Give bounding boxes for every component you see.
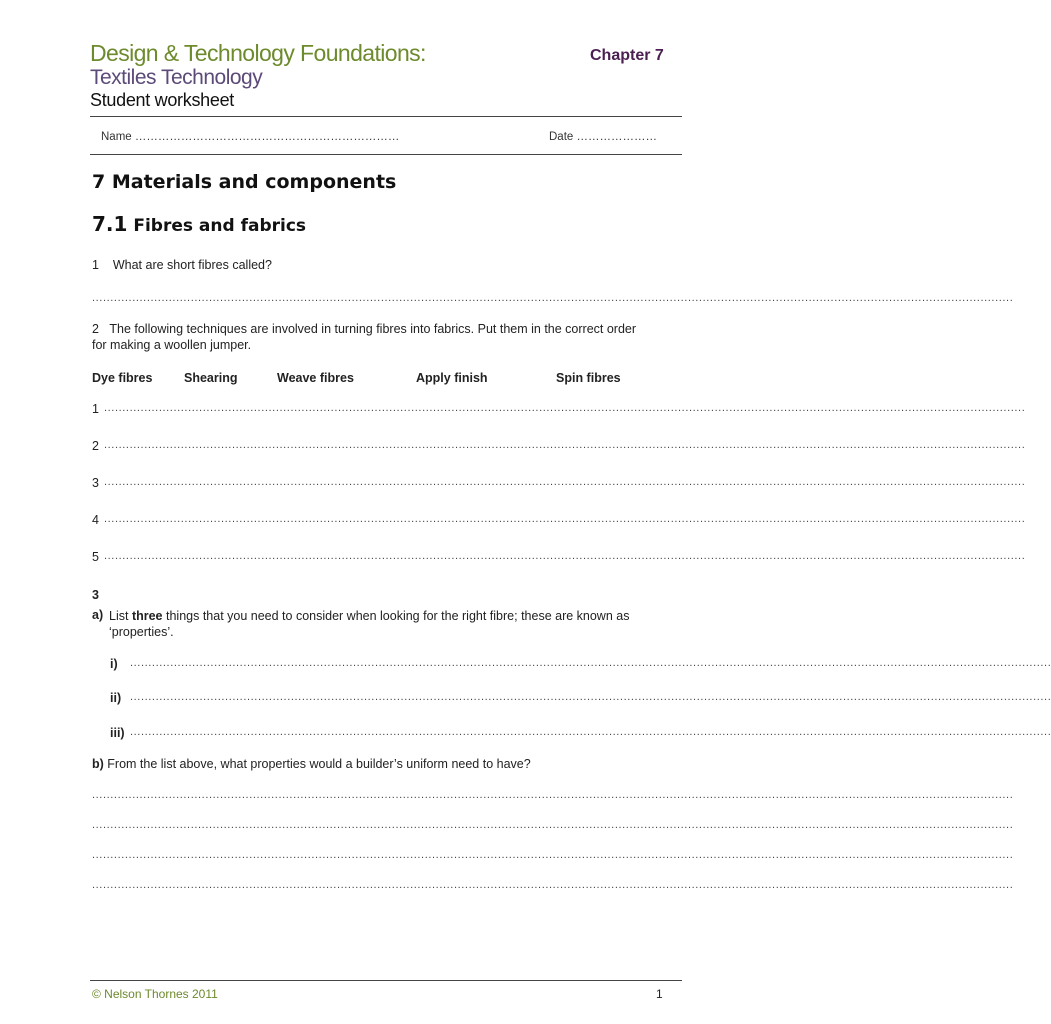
order-number-4: 4 — [92, 513, 99, 527]
order-number-3: 3 — [92, 476, 99, 490]
page-number: 1 — [656, 987, 663, 1001]
answer-line-b3[interactable]: ............................................................................................................................................................................................................................................................ — [92, 849, 1014, 861]
option-apply-finish: Apply finish — [416, 371, 488, 385]
chapter-title: 7 Materials and components — [92, 171, 397, 193]
sub-label-ii: ii) — [110, 691, 122, 705]
order-line-2[interactable]: ............................................................................................................................................................................................................................................................ — [104, 439, 1026, 451]
date-field — [549, 131, 657, 143]
section-number: 7.1 — [92, 212, 128, 236]
chapter-label: Chapter 7 — [590, 47, 664, 64]
order-line-3[interactable]: ............................................................................................................................................................................................................................................................ — [104, 476, 1026, 488]
section-name: Fibres and fabrics — [133, 216, 307, 236]
option-spin-fibres: Spin fibres — [556, 371, 621, 385]
question-3a-text: List three things that you need to consider when looking for the right fibre; these are known as ‘properties’. — [109, 609, 630, 639]
answer-line-b1[interactable]: ............................................................................................................................................................................................................................................................ — [92, 789, 1014, 801]
question-3a-label: a) — [92, 608, 104, 622]
question-3b-text: From the list above, what properties would a builder’s uniform need to have? — [107, 757, 531, 771]
question-text: The following techniques are involved in turning fibres into fabrics. Put them in the correct order for making a woollen jumper. — [92, 322, 637, 352]
question-3-number: 3 — [92, 588, 99, 602]
answer-line-iii[interactable]: ............................................................................................................................................................................................................................................................ — [130, 726, 1051, 738]
question-1 — [92, 258, 272, 272]
fields-divider — [90, 154, 682, 155]
order-number-1: 1 — [92, 402, 99, 416]
header-divider — [90, 116, 682, 117]
answer-line-b4[interactable]: ............................................................................................................................................................................................................................................................ — [92, 879, 1014, 891]
name-line[interactable]: …………………………………………………………… — [134, 131, 400, 143]
option-weave-fibres: Weave fibres — [277, 371, 354, 385]
answer-line-b2[interactable]: ............................................................................................................................................................................................................................................................ — [92, 819, 1014, 831]
brand-subtitle: Textiles Technology — [90, 66, 263, 89]
question-3b — [92, 757, 531, 771]
question-number: 1 — [92, 258, 99, 272]
question-2 — [92, 321, 652, 353]
answer-line-ii[interactable]: ............................................................................................................................................................................................................................................................ — [130, 691, 1051, 703]
copyright: © Nelson Thornes 2011 — [92, 987, 218, 1001]
sub-label-iii: iii) — [110, 726, 125, 740]
order-number-5: 5 — [92, 550, 99, 564]
question-text: What are short fibres called? — [112, 258, 272, 272]
order-line-4[interactable]: ............................................................................................................................................................................................................................................................ — [104, 513, 1026, 525]
answer-line-i[interactable]: ............................................................................................................................................................................................................................................................ — [130, 657, 1051, 669]
worksheet-label: Student worksheet — [90, 90, 234, 110]
footer-divider — [90, 980, 682, 981]
order-line-5[interactable]: ............................................................................................................................................................................................................................................................ — [104, 550, 1026, 562]
section-title — [92, 212, 306, 236]
name-field — [101, 131, 399, 143]
brand-title: Design & Technology Foundations: — [90, 40, 426, 66]
date-line[interactable]: ………………… — [576, 131, 657, 143]
answer-line[interactable]: ............................................................................................................................................................................................................................................................ — [92, 292, 1014, 304]
sub-label-i: i) — [110, 657, 118, 671]
option-shearing: Shearing — [184, 371, 238, 385]
question-3b-label: b) — [92, 757, 104, 771]
option-dye-fibres: Dye fibres — [92, 371, 153, 385]
order-line-1[interactable]: ............................................................................................................................................................................................................................................................ — [104, 402, 1026, 414]
order-number-2: 2 — [92, 439, 99, 453]
question-number: 2 — [92, 322, 99, 336]
date-label: Date — [549, 131, 574, 143]
name-label: Name — [101, 131, 132, 143]
